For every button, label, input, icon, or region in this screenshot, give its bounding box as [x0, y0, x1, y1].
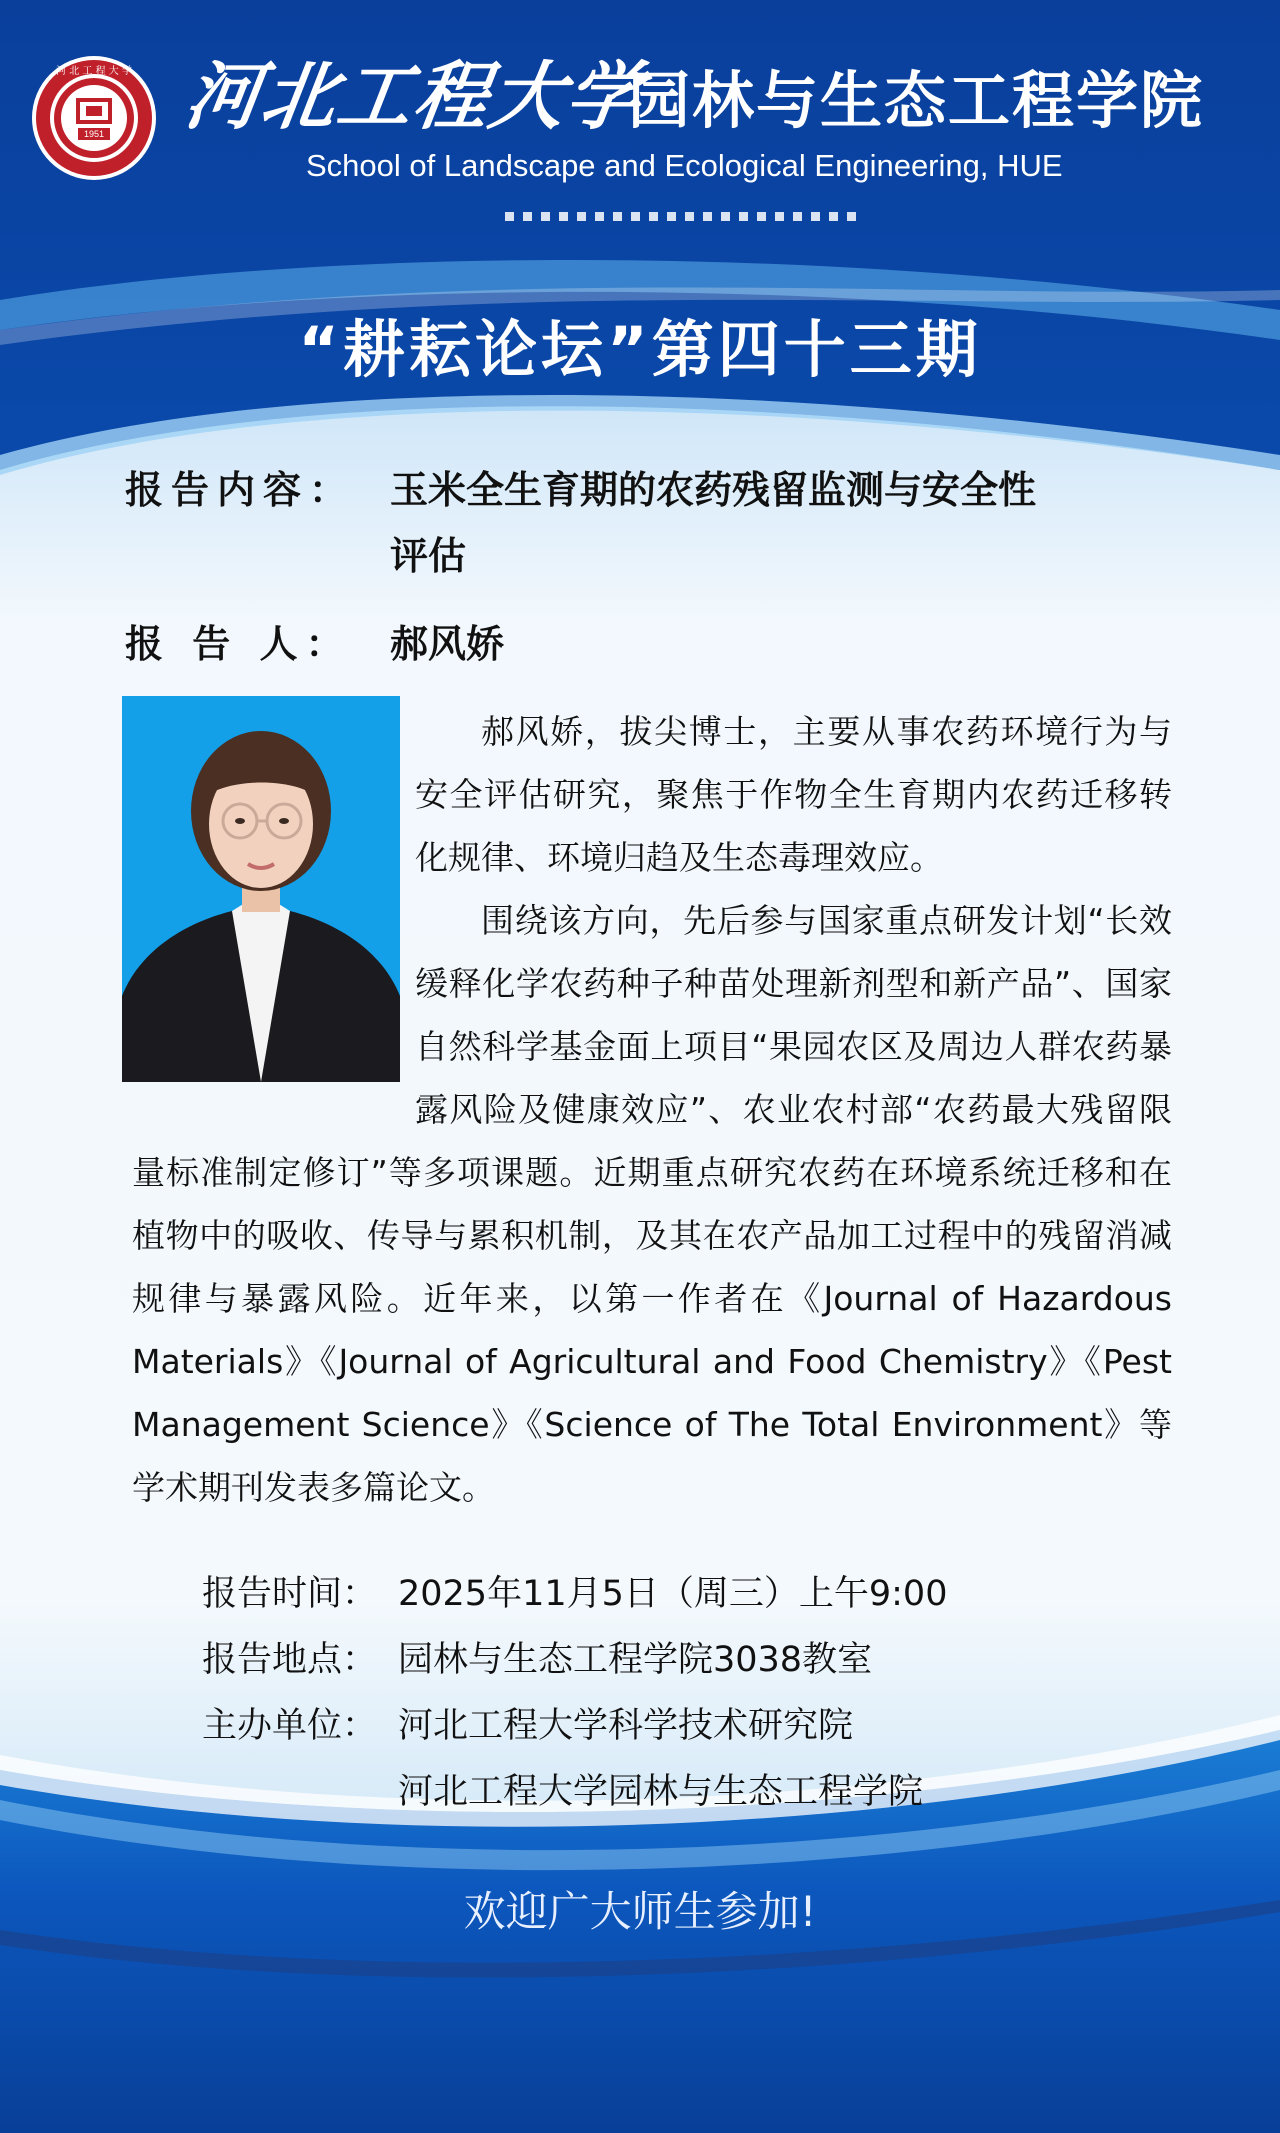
decorative-dots — [505, 212, 856, 221]
speaker-name: 郝风娇 — [390, 622, 505, 666]
host-label: 主办单位： — [202, 1706, 378, 1746]
place-label: 报告地点： — [202, 1640, 378, 1680]
topic-line-2: 评估 — [390, 534, 467, 578]
topic-line-1: 玉米全生育期的农药残留监测与安全性 — [390, 468, 1037, 512]
speaker-bio — [132, 700, 1172, 1519]
university-name: 河北工程大学 — [179, 54, 649, 140]
bio-paragraph-2: 围绕该方向，先后参与国家重点研发计划“长效缓释化学农药种子种苗处理新剂型和新产品”、国家自然科学基金面上项目“果园农区及周边人群农药暴露风险及健康效应”、农业农村部“农药最大残留限量标准制定修订”等多项课题。近期重点研究农药在环境系统迁移和在植物中的吸收、传导与累积机制，及其在农产品加工过程中的残留消减规律与暴露风险。近年来，以第一作者在《Journal of Hazardous Materials》《Journal of Agricultural and Food Chemistry》《Pest Management Science》《Science of The Total Environment》等学术期刊发表多篇论文。 — [132, 901, 1172, 1507]
speaker-label: 报 告 人： — [125, 622, 352, 666]
forum-title: “耕耘论坛”第四十三期 — [298, 313, 982, 386]
college-name-english: School of Landscape and Ecological Engineering, HUE — [306, 148, 1063, 183]
host-value-2: 河北工程大学园林与生态工程学院 — [398, 1772, 924, 1812]
time-label: 报告时间： — [202, 1574, 378, 1614]
host-value-1: 河北工程大学科学技术研究院 — [398, 1706, 854, 1746]
welcome-message: 欢迎广大师生参加! — [463, 1887, 817, 1936]
place-value: 园林与生态工程学院3038教室 — [398, 1640, 873, 1680]
svg-text:河 北 工 程 大 学: 河 北 工 程 大 学 — [56, 66, 132, 77]
university-logo — [30, 54, 158, 182]
time-value: 2025年11月5日（周三）上午9:00 — [398, 1574, 948, 1614]
topic-label: 报告内容： — [125, 468, 356, 512]
bio-paragraph-1: 郝风娇，拔尖博士，主要从事农药环境行为与安全评估研究，聚焦于作物全生育期内农药迁移转化规律、环境归趋及生态毒理效应。 — [415, 712, 1172, 877]
logo-year: 1951 — [83, 129, 105, 139]
college-name: 园林与生态工程学院 — [628, 64, 1205, 137]
